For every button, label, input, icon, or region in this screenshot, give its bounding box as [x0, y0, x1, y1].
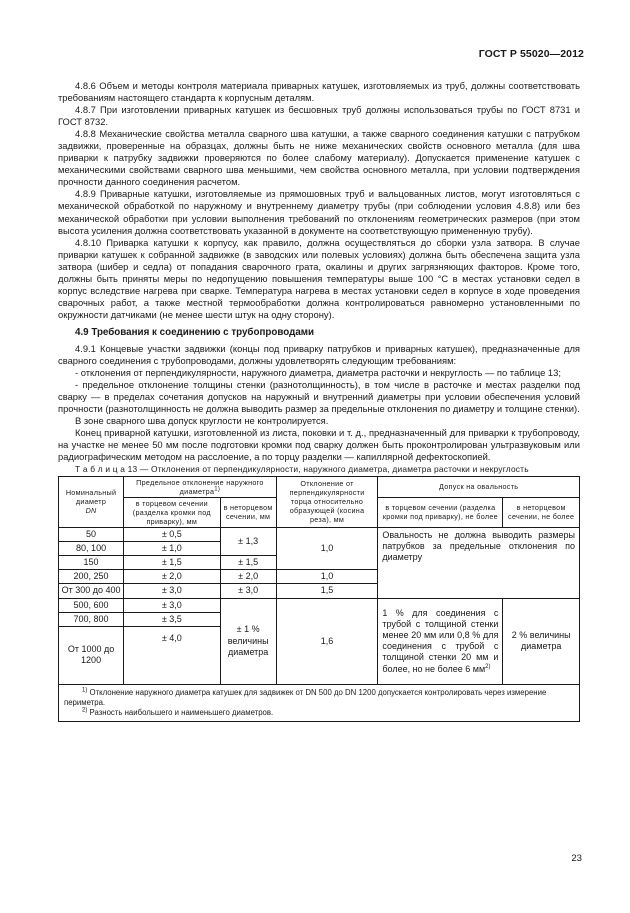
document-code: ГОСТ Р 55020—2012: [478, 48, 584, 60]
paragraph-weld-zone: В зоне сварного шва допуск круглости не контролируется.: [75, 415, 329, 427]
header-perpendicularity: Отклонение от перпендикулярности торца относительно образующей (косина реза), мм: [276, 476, 378, 527]
table-footnotes: [59, 684, 580, 721]
cell-perp: 1,5: [276, 584, 378, 598]
cell-perp-merged: 1,6: [276, 598, 378, 684]
cell-dn: От 1000 до 1200: [59, 626, 124, 684]
page-number: 23: [571, 853, 582, 864]
header-outer-deviation: Предельное отклонение наружного диаметра$^{1)}$: [124, 476, 277, 497]
header-at-end: в торцевом сечении (разделка кромки под приварку), мм: [124, 497, 220, 527]
cell-end: ± 1,0: [124, 541, 220, 555]
table-footnote-row: [59, 684, 580, 721]
cell-end: ± 3,0: [124, 584, 220, 598]
cell-not-end: ± 3,0: [220, 584, 276, 598]
page-content: [58, 80, 580, 722]
cell-dn: 150: [59, 555, 124, 569]
cell-end: ± 3,0: [124, 598, 220, 612]
section-title: 4.9 Требования к соединению с трубопроводами: [75, 326, 315, 338]
table-row: [59, 598, 580, 612]
cell-end: ± 1,5: [124, 555, 220, 569]
header-nominal-diameter: Номинальный диаметр DN: [59, 476, 124, 527]
cell-end: ± 0,5: [124, 527, 220, 541]
cell-dn: 500, 600: [59, 598, 124, 612]
paragraph-4-8-10: 4.8.10 Приварка катушки к корпусу, как правило, должна осуществляться до сборки узла затвора. В случае приварки катушек к собранной задвижке (в заводских или полевых условиях) должна быть обеспечена защита узла затвора (шибер и седла) от попадания сварочного грата, окалины и других загрязняющих факторов. Кроме того, должны быть приняты меры по недопущению повышения температуры выше 100 °С в местах установки седел в корпус вследствие нагрева при сварке. Температура нагрева в местах установки седел в корпусе в ходе проведения сварочных работ, а также местной термообработки должна контролироваться равномерно установленными по окружности датчиками (не менее шести штук на одну сторону).: [58, 236, 580, 320]
paragraph-4-8-9: 4.8.9 Приварные катушки, изготовляемые из прямошовных труб и вальцованных листов, могут изготовляться с механической обработкой по наружному и внутреннему диаметру трубы (при соблюдении условия 4.8.8) или без механической обработки при условии выполнения требований по отклонениям геометрических размеров (при этом высота усиления должна соответствовать указанной в документе на соответствующую примененную трубу).: [58, 188, 580, 236]
header-not-end: в неторцевом сечении, мм: [220, 497, 276, 527]
cell-ov-end-merged: 1 % для соединения с трубой с толщиной стенки менее 20 мм или 0,8 % для соединения с трубой с толщиной стенки 20 мм и более, но не более 6 $мм^{2)}$: [378, 598, 503, 684]
list-item-wall-thickness: - предельное отклонение толщины стенки (разнотолщинность), в том числе в расточке и местах разделки под сварку — в пределах сочетания допусков на наружный и внутренний диаметры при условии обеспечения условий прочности (разнотолщинность не должна выводить размер за предельные отклонения по диаметру и толщине стенки).: [58, 379, 580, 415]
header-ov-end: в торцевом сечении (разделка кромки под приварку), не более: [378, 497, 503, 527]
paragraph-4-8-6: 4.8.6 Объем и методы контроля материала приварных катушек, изготовляемых из труб, должны соответствовать требованиям настоящего стандарта к корпусным деталям.: [58, 80, 580, 104]
cell-end: ± 3,5: [124, 612, 220, 626]
cell-end: ± 2,0: [124, 570, 220, 584]
cell-not-end: ± 1,5: [220, 555, 276, 569]
deviation-table: [58, 476, 580, 722]
cell-dn: 700, 800: [59, 612, 124, 626]
cell-end: ± 4,0: [124, 626, 220, 684]
paragraph-coil-end: Конец приварной катушки, изготовленной из листа, поковки и т. д., предназначенный для приварки к трубопроводу, на участке не менее 50 мм после подготовки кромки под сварку должен быть проконтролирован ультразвуковым или радиографическим методом на расслоение, а по торцу разделки — капиллярной дефектоскопией.: [58, 427, 580, 463]
cell-not-end-merged: ± 1 % величины диаметра: [220, 598, 276, 684]
list-item-deviation: - отклонения от перпендикулярности, наружного диаметра, диаметра расточки и некруглость — по таблице 13;: [75, 367, 561, 379]
paragraph-4-9-1: 4.9.1 Концевые участки задвижки (концы под приварку патрубков и приварных катушек), предназначенные для сварного соединения с трубопроводами, должны удовлетворять следующим требованиям:: [58, 342, 580, 367]
cell-dn: 80, 100: [59, 541, 124, 555]
cell-ovality-note: Овальность не должна выводить размеры патрубков за предельные отклонения по диаметру: [378, 527, 580, 598]
cell-not-end: ± 2,0: [220, 570, 276, 584]
table-caption: Т а б л и ц а 13 — Отклонения от перпендикулярности, наружного диаметра, диаметра расточки и некруглость: [75, 464, 529, 475]
paragraph-4-8-7: 4.8.7 При изготовлении приварных катушек из бесшовных труб должны использоваться трубы по ГОСТ 8731 и ГОСТ 8732.: [58, 104, 580, 128]
footnote-1: $^{1)}$ Отклонение наружного диаметра катушек для задвижек от DN 500 до DN 1200 допускается контролировать через измерение периметра.: [64, 687, 547, 707]
footnote-2: $^{2)}$ Разность наибольшего и наименьшего диаметров.: [82, 707, 274, 717]
cell-dn: От 300 до 400: [59, 584, 124, 598]
table-row: [59, 527, 580, 541]
cell-dn: 200, 250: [59, 570, 124, 584]
cell-perp: 1,0: [276, 570, 378, 584]
cell-perp-merged: 1,0: [276, 527, 378, 570]
table-header-row: [59, 476, 580, 497]
cell-ov-not-end-merged: 2 % величины диаметра: [503, 598, 580, 684]
cell-dn: 50: [59, 527, 124, 541]
header-ov-not-end: в неторцевом сечении, не более: [503, 497, 580, 527]
header-ovality: Допуск на овальность: [378, 476, 580, 497]
paragraph-4-8-8: 4.8.8 Механические свойства металла сварного шва катушки, а также сварного соединения катушки с патрубком задвижки, проверенные на образцах, должны быть не ниже механических свойств основного металла (для шва приварки к патрубку задвижки проверяются по более слабому материалу). Допускается применение катушек с механическими свойствами сварного шва меньшими, чем свойства основного металла, при условии подтверждения прочности данного соединения расчетом.: [58, 128, 580, 188]
cell-not-end-merged: ± 1,3: [220, 527, 276, 555]
